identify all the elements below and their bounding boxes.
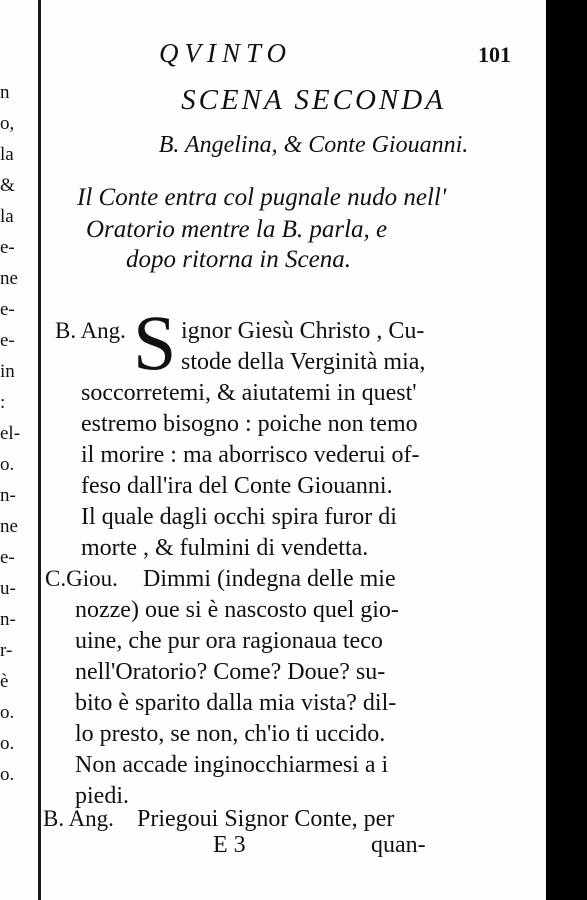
speech-line: nozze) oue si è nascosto quel gio-	[75, 597, 399, 623]
speech-line: soccorretemi, & aiutatemi in quest'	[81, 380, 417, 406]
page-number: 101	[478, 42, 511, 67]
facing-page-edge	[0, 0, 41, 900]
catchword: quan-	[371, 832, 426, 858]
speech-line: uine, che pur ora ragionaua teco	[75, 628, 383, 654]
speech-line: feso dall'ira del Conte Giouanni.	[81, 473, 393, 499]
speaker-label: B. Ang.	[55, 318, 126, 343]
facing-page-fragment: u-	[0, 578, 16, 599]
running-head	[41, 30, 546, 70]
running-title: QVINTO	[159, 38, 293, 68]
facing-page-fragment: o.	[0, 454, 15, 475]
facing-page-fragment: in	[0, 361, 15, 382]
facing-page-fragment: o.	[0, 764, 15, 785]
speech-line: bito è sparito dalla mia vista? dil-	[75, 690, 397, 716]
speech-line: Non accade inginocchiarmesi a i	[75, 752, 389, 778]
speech-line: Priegoui Signor Conte, per	[137, 806, 395, 832]
facing-page-fragment: n-	[0, 609, 16, 630]
speech-line: ignor Giesù Christo , Cu-	[181, 318, 425, 344]
book-page	[41, 0, 546, 900]
speaker-label: C.Giou.	[45, 566, 118, 591]
speech-line: Il quale dagli occhi spira furor di	[81, 504, 397, 530]
facing-page-fragment: el-	[0, 423, 21, 444]
facing-page-fragment: o.	[0, 702, 15, 723]
facing-page-fragment: e-	[0, 299, 15, 320]
speech-line: piedi.	[75, 783, 129, 809]
facing-page-fragment: e-	[0, 547, 15, 568]
facing-page-fragment: r-	[0, 640, 13, 661]
facing-page-fragment: è	[0, 671, 9, 692]
facing-page-fragment: :	[0, 392, 6, 413]
facing-page-fragment: o,	[0, 113, 15, 134]
speech-line: Dimmi (indegna delle mie	[143, 566, 396, 592]
speech-line: lo presto, se non, ch'io ti uccido.	[75, 721, 386, 747]
facing-page-fragment: ne	[0, 516, 18, 537]
scene-heading: SCENA SECONDA	[181, 84, 446, 116]
character-list: B. Angelina, & Conte Giouanni.	[158, 132, 469, 158]
speech-line: estremo bisogno : poiche non temo	[81, 411, 418, 437]
facing-page-fragment: &	[0, 175, 15, 196]
speech-line: nell'Oratorio? Come? Doue? su-	[75, 659, 386, 685]
speech-line: il morire : ma aborrisco vederui of-	[81, 442, 420, 468]
facing-page-fragment: la	[0, 206, 14, 227]
speech-line: morte , & fulmini di vendetta.	[81, 535, 369, 561]
stage-direction-line: Oratorio mentre la B. parla, e	[86, 216, 388, 243]
facing-page-fragment: e-	[0, 237, 15, 258]
stage-direction-line: dopo ritorna in Scena.	[126, 246, 351, 273]
facing-page-fragment: n-	[0, 485, 16, 506]
facing-page-fragment: o.	[0, 733, 15, 754]
signature-mark: E 3	[213, 832, 246, 858]
drop-capital: S	[133, 299, 177, 386]
facing-page-fragment: n	[0, 82, 10, 103]
speaker-label: B. Ang.	[43, 806, 114, 831]
facing-page-fragment: e-	[0, 330, 15, 351]
facing-page-fragment: ne	[0, 268, 18, 289]
stage-direction-line: Il Conte entra col pugnale nudo nell'	[77, 184, 447, 211]
facing-page-fragment: la	[0, 144, 14, 165]
speech-line: stode della Verginità mia,	[181, 349, 426, 375]
